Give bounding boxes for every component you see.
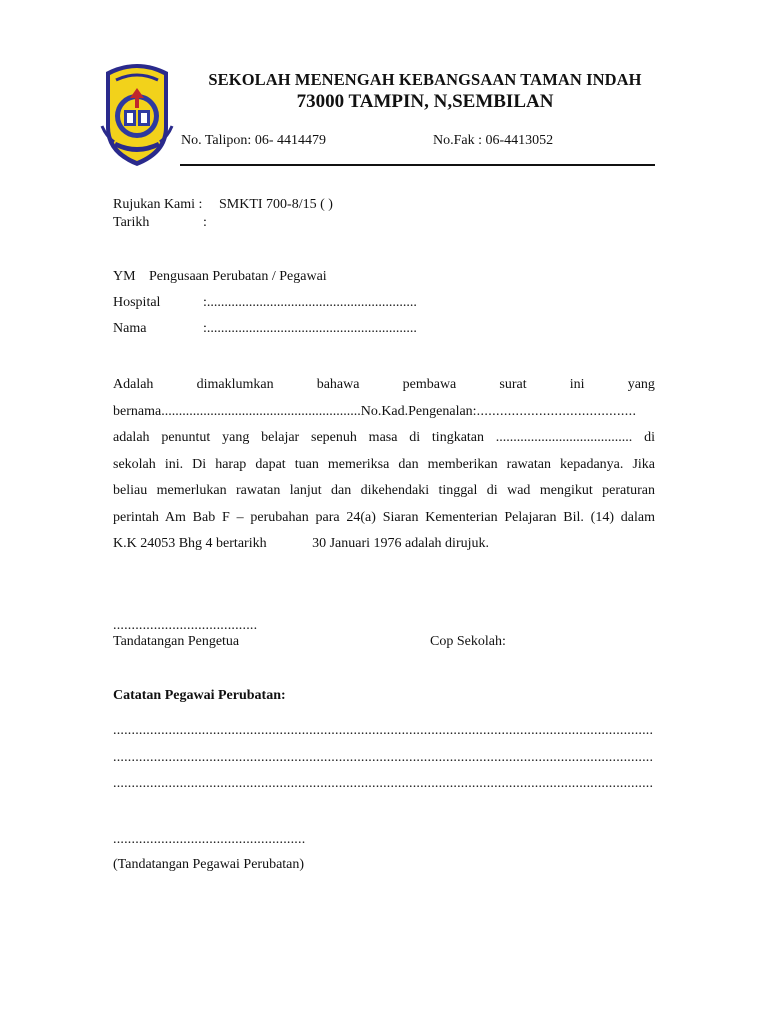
principal-signature-label: Tandatangan Pengetua [113, 634, 240, 649]
date-label: Tarikh [113, 215, 150, 230]
phone-number: No. Talipon: 06- 4414479 [181, 133, 326, 148]
medical-notes-heading: Catatan Pegawai Perubatan: [113, 688, 286, 703]
ym-value: Pengusaan Perubatan / Pegawai [149, 269, 327, 284]
body-word: bahawa [316, 377, 360, 392]
body-word: ini [569, 377, 585, 392]
school-stamp-label: Cop Sekolah: [430, 634, 506, 649]
school-crest-logo [100, 58, 174, 168]
body-word: dimaklumkan [196, 377, 274, 392]
date-colon: : [203, 215, 207, 230]
letter-body [113, 372, 655, 558]
name-field: :............................................................ [203, 321, 417, 336]
medical-officer-signature-line: .................................................... [113, 832, 306, 847]
hospital-field: :............................................................ [203, 295, 417, 310]
body-line-3: adalah penuntut yang belajar sepenuh masa di tingkatan ....................................... di [113, 430, 655, 445]
body-line-7: K.K 24053 Bhg 4 bertarikh 30 Januari 1976 adalah dirujuk. [113, 536, 489, 551]
ic-number-label: No.Kad.Pengenalan: [360, 403, 477, 419]
hospital-label: Hospital [113, 295, 161, 310]
school-address: 73000 TAMPIN, N,SEMBILAN [296, 91, 554, 112]
body-line-1 [113, 372, 655, 399]
name-label: Nama [113, 321, 147, 336]
body-word: surat [499, 377, 527, 392]
body-line-5: beliau memerlukan rawatan lanjut dan dikehendaki tinggal di wad mengikut peraturan [113, 483, 655, 498]
body-line-2 [113, 399, 655, 426]
body-line-6: perintah Am Bab F – perubahan para 24(a) Siaran Kementerian Pelajaran Bil. (14) dalam [113, 509, 655, 525]
reference-label: Rujukan Kami : [113, 197, 203, 212]
reference-value: SMKTI 700-8/15 ( ) [219, 197, 333, 212]
body-word: Adalah [113, 377, 154, 392]
principal-signature-line: ....................................... [113, 618, 258, 633]
medical-officer-signature-label: (Tandatangan Pegawai Perubatan) [113, 857, 305, 872]
fax-number: No.Fak : 06-4413052 [433, 133, 554, 148]
ym-label: YM [113, 269, 136, 284]
medical-notes-line-2: .................................................................................................................................................. [113, 750, 654, 765]
school-name: SEKOLAH MENENGAH KEBANGSAAN TAMAN INDAH [208, 70, 642, 89]
student-name-field: bernama......................................................... [113, 403, 361, 419]
body-word: pembawa [402, 377, 457, 392]
medical-notes-line-1: .................................................................................................................................................. [113, 723, 654, 738]
body-line-4: sekolah ini. Di harap dapat tuan memeriksa dan memberikan rawatan kepadanya. Jika [113, 456, 655, 472]
medical-notes-line-3: .................................................................................................................................................. [113, 776, 654, 791]
body-word: yang [627, 377, 655, 392]
header-divider [180, 164, 655, 166]
ic-number-field: ......................................... [476, 403, 637, 419]
